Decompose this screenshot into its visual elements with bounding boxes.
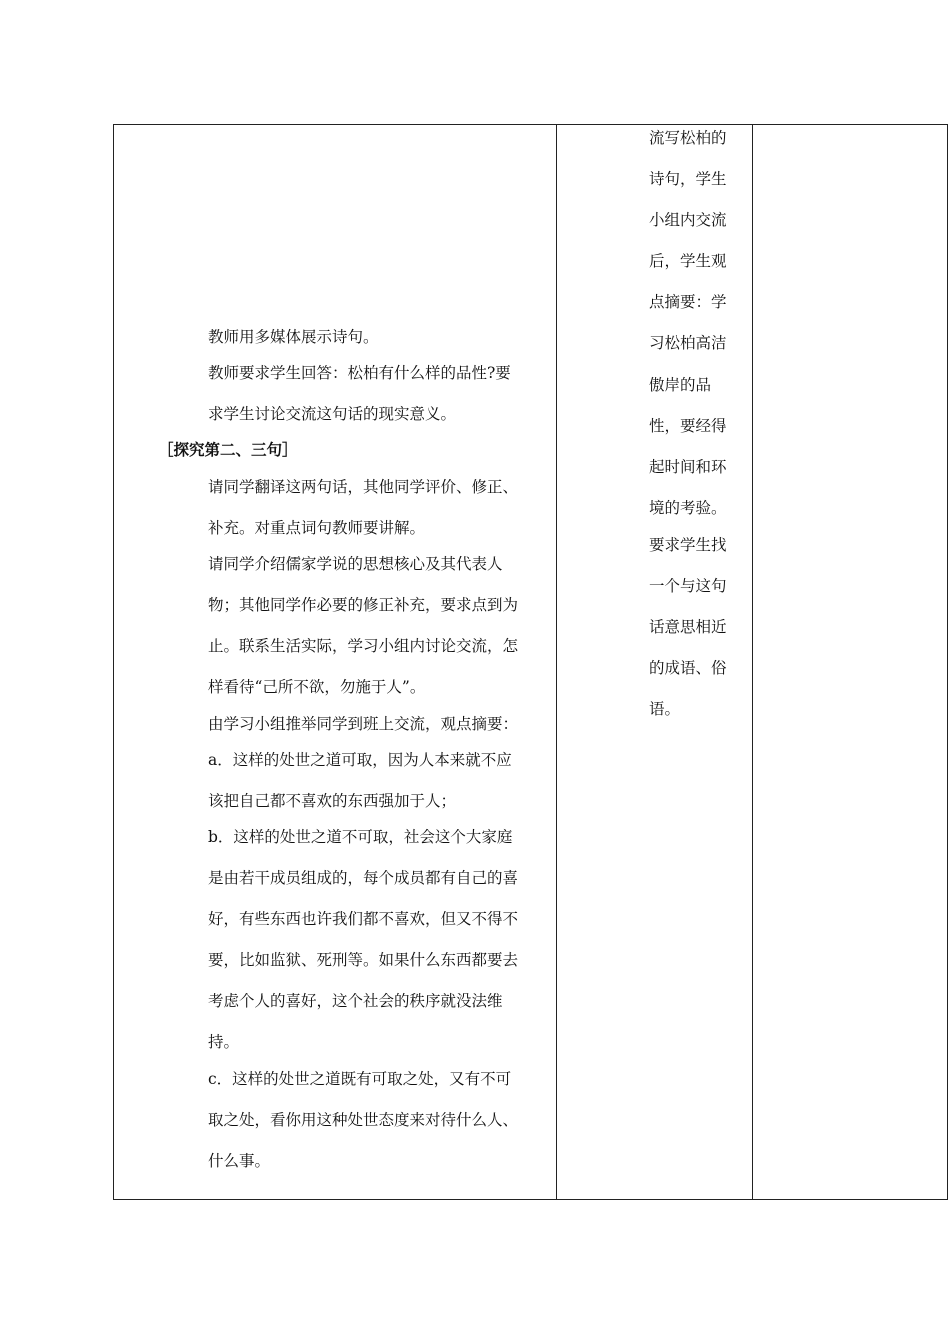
main-text-line: 好，有些东西也许我们都不喜欢，但又不得不 (208, 910, 519, 928)
main-text-line: 请同学翻译这两句话，其他同学评价、修正、 (208, 478, 519, 496)
main-text-line: 持。 (208, 1033, 240, 1051)
main-text-line: 物；其他同学作必要的修正补充，要求点到为 (208, 596, 519, 614)
main-text-line: 教师用多媒体展示诗句。 (208, 328, 379, 346)
main-text-line: 止。联系生活实际，学习小组内讨论交流，怎 (208, 637, 519, 655)
section-heading: ［探究第二、三句］ (158, 440, 298, 459)
main-text-line: 取之处，看你用这种处世态度来对待什么人、 (208, 1111, 519, 1129)
side-text-line: 性，要经得 (649, 417, 727, 435)
main-text-line: a．这样的处世之道可取，因为人本来就不应 (208, 751, 512, 769)
side-text-line: 要求学生找 (649, 536, 727, 554)
main-text-line: 样看待“己所不欲，勿施于人”。 (208, 678, 426, 696)
main-text-line: 是由若干成员组成的，每个成员都有自己的喜 (208, 869, 519, 887)
main-text-line: 什么事。 (208, 1152, 271, 1170)
main-text-line: c．这样的处世之道既有可取之处，又有不可 (208, 1070, 512, 1088)
main-text-line: 补充。对重点词句教师要讲解。 (208, 519, 426, 537)
main-text-line: 由学习小组推举同学到班上交流，观点摘要： (208, 715, 519, 733)
side-text-line: 点摘要：学 (649, 293, 727, 311)
side-text-line: 起时间和环 (649, 458, 727, 476)
main-text-line: 请同学介绍儒家学说的思想核心及其代表人 (208, 555, 503, 573)
side-text-line: 诗句，学生 (649, 170, 727, 188)
side-text-line: 话意思相近 (649, 618, 727, 636)
main-text-line: b．这样的处世之道不可取，社会这个大家庭 (208, 828, 513, 846)
column-divider (752, 125, 753, 1199)
side-text-line: 境的考验。 (649, 499, 727, 517)
side-text-line: 后，学生观 (649, 252, 727, 270)
lesson-table (113, 124, 948, 1200)
side-text-line: 一个与这句 (649, 577, 727, 595)
main-text-line: 该把自己都不喜欢的东西强加于人； (208, 792, 457, 810)
side-text-line: 小组内交流 (649, 211, 727, 229)
main-text-line: 教师要求学生回答：松柏有什么样的品性?要 (208, 364, 511, 382)
main-text-line: 要，比如监狱、死刑等。如果什么东西都要去 (208, 951, 519, 969)
column-divider (556, 125, 557, 1199)
side-text-line: 习松柏高洁 (649, 334, 727, 352)
side-text-line: 傲岸的品 (649, 376, 712, 394)
main-text-line: 求学生讨论交流这句话的现实意义。 (208, 405, 457, 423)
side-text-line: 流写松柏的 (649, 129, 727, 147)
main-text-line: 考虑个人的喜好，这个社会的秩序就没法维 (208, 992, 503, 1010)
side-text-line: 的成语、俗 (649, 659, 727, 677)
side-text-line: 语。 (649, 700, 681, 718)
